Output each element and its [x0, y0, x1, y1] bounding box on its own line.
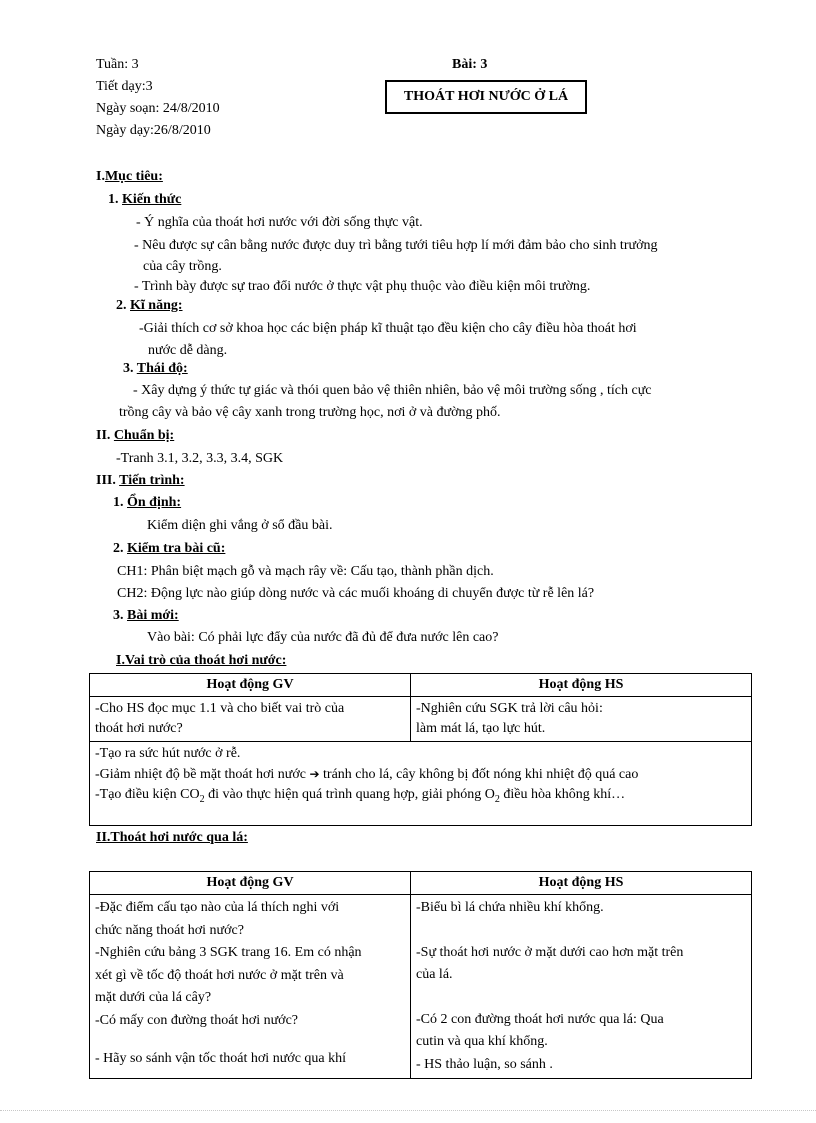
arrow-right-icon: ➔: [309, 767, 320, 781]
knowledge-line-4: - Trình bày được sự trao đổi nước ở thực vật phụ thuộc vào điều kiện môi trường.: [134, 279, 591, 294]
prep-line-1: -Tranh 3.1, 3.2, 3.3, 3.4, SGK: [116, 451, 284, 466]
review-question-2: CH2: Động lực nào giúp dòng nước và các muối khoáng di chuyển được từ rễ lên lá?: [117, 586, 595, 601]
new-lesson-intro: Vào bài: Có phải lực đẩy của nước đã đủ để đưa nước lên cao?: [147, 630, 499, 645]
objectives-heading: I.Mục tiêu:: [96, 169, 163, 184]
skills-line-2: nước dễ dàng.: [148, 343, 228, 358]
attitude-line-2: trồng cây và bảo vệ cây xanh trong trường học, nơi ở và đường phố.: [119, 405, 501, 420]
period-label: Tiết dạy:3: [96, 79, 153, 94]
part1-title: I.Vai trò của thoát hơi nước:: [116, 653, 287, 668]
teach-date: Ngày dạy:26/8/2010: [96, 123, 211, 138]
knowledge-line-3: của cây trồng.: [143, 259, 222, 274]
part1-summary-cell: -Tạo ra sức hút nước ở rễ. -Giảm nhiệt độ bề mặt thoát hơi nước ➔ tránh cho lá, cây không bị đốt nóng khi nhiệt độ quá cao -Tạo điều kiện $CO_2$ đi vào thực hiện quá trình quang hợp, giải phóng $O_2$ điều hòa không khí…: [90, 742, 752, 826]
review-question-1: CH1: Phân biệt mạch gỗ và mạch rây về: Cấu tạo, thành phần dịch.: [117, 564, 494, 579]
prep-heading: II. Chuẩn bị:: [96, 428, 175, 443]
stabilize-line: Kiểm diện ghi vắng ở sổ đầu bài.: [147, 518, 333, 533]
new-lesson-heading: 3. Bài mới:: [113, 608, 179, 623]
prep-date: Ngày soạn: 24/8/2010: [96, 101, 220, 116]
knowledge-line-2: - Nêu được sự cân bằng nước được duy trì bằng tưới tiêu hợp lí mới đảm bảo cho sinh trưởng: [134, 238, 658, 253]
part2-col-hs: Hoạt động HS: [411, 872, 752, 895]
stabilize-heading: 1. Ổn định:: [113, 495, 182, 510]
part1-gv-cell: -Cho HS đọc mục 1.1 và cho biết vai trò của thoát hơi nước?: [90, 697, 411, 742]
page-bottom-divider: [0, 1110, 816, 1111]
lesson-title: THOÁT HƠI NƯỚC Ở LÁ: [385, 80, 587, 114]
part2-table: [89, 871, 752, 1079]
part2-gv-cell: -Đặc điểm cấu tạo nào của lá thích nghi với chức năng thoát hơi nước? -Nghiên cứu bảng 3 SGK trang 16. Em có nhận xét gì về tốc độ thoát hơi nước ở mặt trên và mặt dưới của lá cây? -Có mấy con đường thoát hơi nước? - Hãy so sánh vận tốc thoát hơi nước qua khí: [90, 895, 411, 1079]
week-label: Tuần: 3: [96, 57, 139, 72]
part2-col-gv: Hoạt động GV: [90, 872, 411, 895]
part1-hs-cell: -Nghiên cứu SGK trả lời câu hỏi: làm mát lá, tạo lực hút.: [411, 697, 752, 742]
part2-hs-cell: -Biểu bì lá chứa nhiều khí khổng. -Sự thoát hơi nước ở mặt dưới cao hơn mặt trên của lá. -Có 2 con đường thoát hơi nước qua lá: Qua cutin và qua khí khổng. - HS thảo luận, so sánh .: [411, 895, 752, 1079]
attitude-heading: 3. Thái độ:: [123, 361, 188, 376]
process-heading: III. Tiến trình:: [96, 473, 185, 488]
skills-line-1: -Giải thích cơ sở khoa học các biện pháp kĩ thuật tạo đều kiện cho cây điều hòa thoát hơi: [139, 321, 637, 336]
knowledge-line-1: - Ý nghĩa của thoát hơi nước với đời sống thực vật.: [136, 215, 423, 230]
attitude-line-1: - Xây dựng ý thức tự giác và thói quen bảo vệ thiên nhiên, bảo vệ môi trường sống , tích cực: [133, 383, 652, 398]
part1-table: [89, 673, 752, 826]
lesson-number: Bài: 3: [452, 57, 488, 72]
knowledge-heading: 1. Kiến thức: [108, 192, 182, 207]
skills-heading: 2. Kĩ năng:: [116, 298, 183, 313]
part1-col-gv: Hoạt động GV: [90, 674, 411, 697]
part1-col-hs: Hoạt động HS: [411, 674, 752, 697]
review-heading: 2. Kiểm tra bài cũ:: [113, 541, 226, 556]
part2-title: II.Thoát hơi nước qua lá:: [96, 830, 248, 845]
